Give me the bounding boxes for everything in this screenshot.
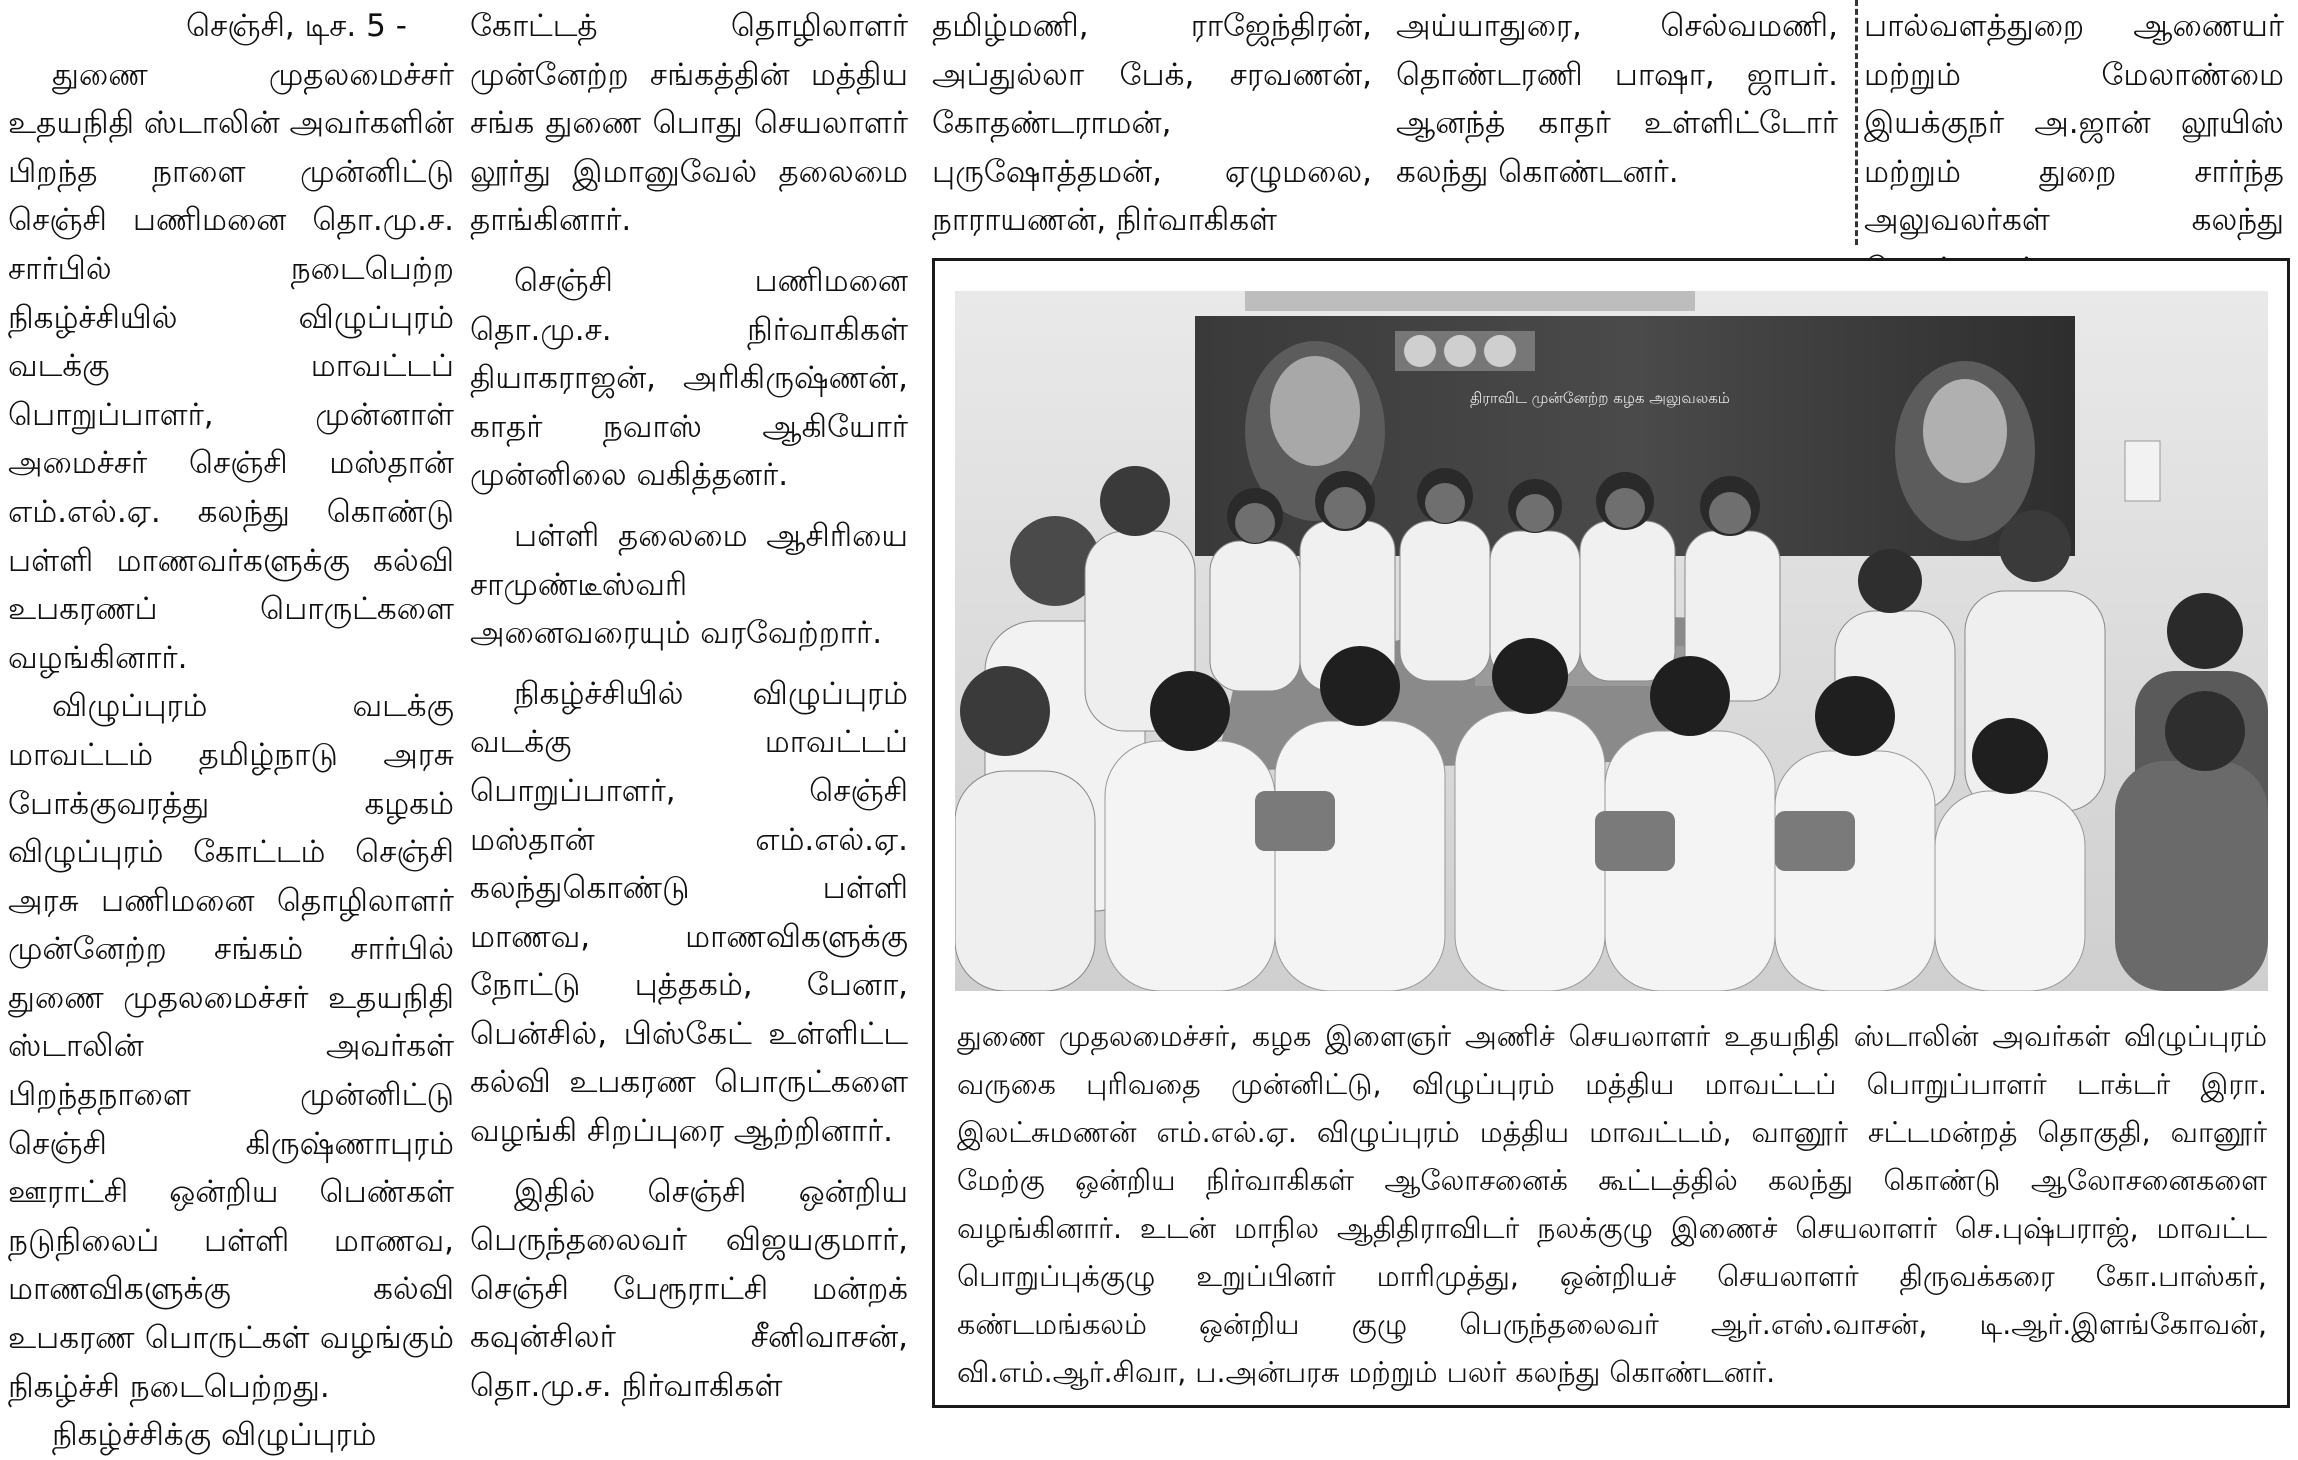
article-paragraph: அய்யாதுரை, செல்வமணி, தொண்டரணி பாஷா, ஜாபர். ஆனந்த் காதர் உள்ளிட்டோர் கலந்து கொண்டனர். [1396,8,1838,190]
article-paragraph: பால்வளத்துறை ஆணையர் மற்றும் மேலாண்மை இயக்குநர் அ.ஜான் லூயிஸ் மற்றும் துறை சார்ந்த அலுவலர்கள் கலந்து [1864,8,2284,239]
article-column-5 [1864,2,2284,294]
article-paragraph: செஞ்சி பணிமனை தொ.மு.ச. நிர்வாகிகள் தியாகராஜன், அரிகிருஷ்ணன், காதர் நவாஸ் ஆகியோர் முன்னிலை வகித்தனர். [470,262,908,494]
article-paragraph: நிகழ்ச்சிக்கு விழுப்புரம் [52,1417,377,1454]
news-photo [955,291,2268,991]
article-paragraph: பள்ளி தலைமை ஆசிரியை சாமுண்டீஸ்வரி அனைவரையும் வரவேற்றார். [470,517,908,652]
banner-text: திராவிட முன்னேற்ற கழக அலுவலகம் [1470,389,1730,407]
article-column-4 [1396,2,1838,196]
article-paragraph: தமிழ்மணி, ராஜேந்திரன், அப்துல்லா பேக், சரவணன், கோதண்டராமன், புருஷோத்தமன், ஏழுமலை, நாராயணன், நிர்வாகிகள் [932,8,1372,239]
article-paragraph: துணை முதலமைச்சர் உதயநிதி ஸ்டாலின் அவர்களின் பிறந்த நாளை முன்னிட்டு செஞ்சி பணிமனை தொ.மு.ச. சார்பில் நடைபெற்ற நிகழ்ச்சியில் விழுப்புரம் வடக்கு மாவட்டப் பொறுப்பாளர், முன்னாள் அமைச்சர் செஞ்சி மஸ்தான் எம்.எல்.ஏ. கலந்து கொண்டு பள்ளி மாணவர்களுக்கு கல்வி உபகரணப் பொருட்களை வழங்கினார். [8,56,454,676]
article-column-2 [470,2,908,1411]
article-column-1 [8,2,454,1460]
photo-box [932,258,2290,1408]
article-paragraph: இதில் செஞ்சி ஒன்றிய பெருந்தலைவர் விஜயகுமார், செஞ்சி பேரூராட்சி மன்றக் கவுன்சிலர் சீனிவாசன், தொ.மு.ச. நிர்வாகிகள் [470,1173,908,1405]
dateline: செஞ்சி, டிச. 5 - [186,8,407,44]
article-paragraph: கோட்டத் தொழிலாளர் முன்னேற்ற சங்கத்தின் மத்திய சங்க துணை பொது செயலாளர் லூர்து இமானுவேல் தலைமை தாங்கினார். [470,8,908,239]
article-paragraph: நிகழ்ச்சியில் விழுப்புரம் வடக்கு மாவட்டப் பொறுப்பாளர், செஞ்சி மஸ்தான் எம்.எல்.ஏ. கலந்துகொண்டு பள்ளி மாணவ, மாணவிகளுக்கு நோட்டு புத்தகம், பேனா, பென்சில், பிஸ்கேட் உள்ளிட்ட கல்வி உபகரண பொருட்களை வழங்கி சிறப்புரை ஆற்றினார். [470,675,908,1150]
column-divider [1855,0,1858,245]
photo-caption: துணை முதலமைச்சர், கழக இளைஞர் அணிச் செயலாளர் உதயநிதி ஸ்டாலின் அவர்கள் விழுப்புரம் வருகை புரிவதை முன்னிட்டு, விழுப்புரம் மத்திய மாவட்டப் பொறுப்பாளர் டாக்டர் இரா. இலட்சுமணன் எம்.எல்.ஏ. விழுப்புரம் மத்திய மாவட்டம், வானூர் சட்டமன்றத் தொகுதி, வானூர் மேற்கு ஒன்றிய நிர்வாகிகள் ஆலோசனைக் கூட்டத்தில் கலந்து கொண்டு ஆலோசனைகளை வழங்கினார். உடன் மாநில ஆதிதிராவிடர் நலக்குழு இணைச் செயலாளர் செ.புஷ்பராஜ், மாவட்ட பொறுப்புக்குழு உறுப்பினர் மாரிமுத்து, ஒன்றியச் செயலாளர் திருவக்கரை கோ.பாஸ்கர், கண்டமங்கலம் ஒன்றிய குழு பெருந்தலைவர் ஆர்.எஸ்.வாசன், டி.ஆர்.இளங்கோவன், வி.எம்.ஆர்.சிவா, ப.அன்பரசு மற்றும் பலர் கலந்து கொண்டனர். [957,1020,2267,1389]
article-column-3 [932,2,1372,245]
article-paragraph: விழுப்புரம் வடக்கு மாவட்டம் தமிழ்நாடு அரசு போக்குவரத்து கழகம் விழுப்புரம் கோட்டம் செஞ்சி அரசு பணிமனை தொழிலாளர் முன்னேற்ற சங்கம் சார்பில் துணை முதலமைச்சர் உதயநிதி ஸ்டாலின் அவர்கள் பிறந்தநாளை முன்னிட்டு செஞ்சி கிருஷ்ணாபுரம் ஊராட்சி ஒன்றிய பெண்கள் நடுநிலைப் பள்ளி மாணவ, மாணவிகளுக்கு கல்வி உபகரண பொருட்கள் வழங்கும் நிகழ்ச்சி நடைபெற்றது. [8,688,454,1405]
